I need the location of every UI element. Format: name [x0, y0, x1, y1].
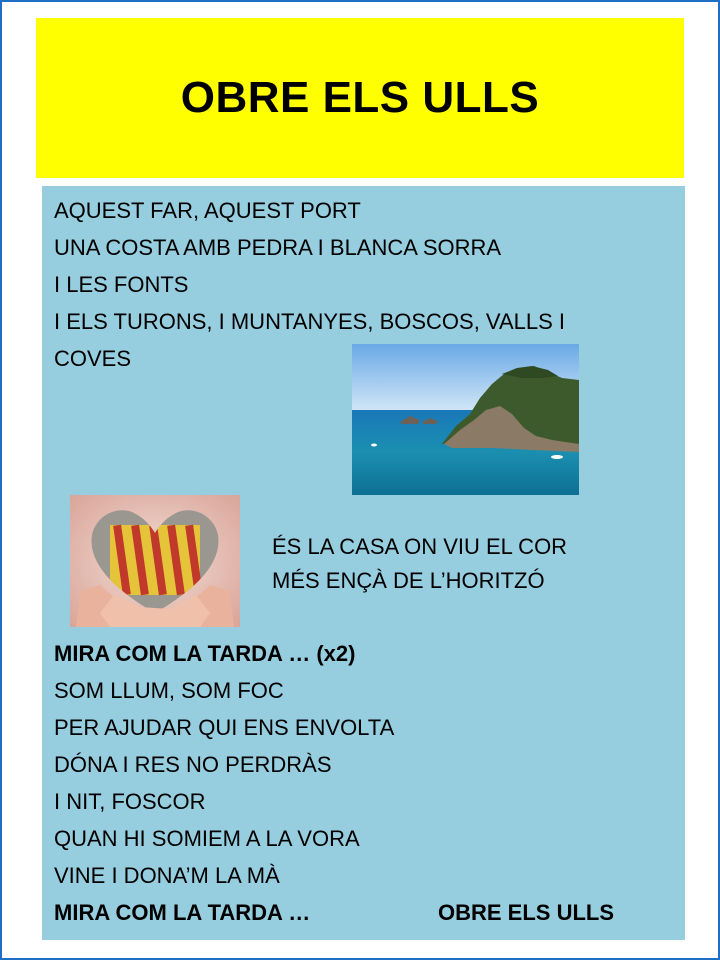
closing-title: OBRE ELS ULLS [438, 900, 615, 925]
lyric-line: ÉS LA CASA ON VIU EL COR [272, 534, 568, 559]
lyric-line: I ELS TURONS, I MUNTANYES, BOSCOS, VALLS I [54, 309, 566, 334]
lyric-line: SOM LLUM, SOM FOC [54, 678, 284, 703]
page-title: OBRE ELS ULLS [180, 73, 540, 122]
lyric-line: PER AJUDAR QUI ENS ENVOLTA [54, 715, 395, 740]
coastal-island-photo [352, 344, 579, 495]
lyric-line: AQUEST FAR, AQUEST PORT [54, 198, 361, 223]
title-banner [36, 18, 684, 178]
lyric-line: VINE I DONA’M LA MÀ [54, 863, 280, 888]
lyric-line: I NIT, FOSCOR [54, 789, 206, 814]
catalan-heart-stone-photo [70, 495, 240, 627]
lyric-line: COVES [54, 346, 132, 371]
chorus-intro: MIRA COM LA TARDA … (x2) [54, 641, 356, 666]
lyrics-panel [42, 186, 685, 940]
closing-chorus: MIRA COM LA TARDA … [54, 900, 311, 925]
lyric-line: I LES FONTS [54, 272, 189, 297]
lyric-line: UNA COSTA AMB PEDRA I BLANCA SORRA [54, 235, 502, 260]
lyric-line: QUAN HI SOMIEM A LA VORA [54, 826, 360, 851]
lyric-line: MÉS ENÇÀ DE L’HORITZÓ [272, 568, 545, 593]
lyric-line: DÓNA I RES NO PERDRÀS [54, 752, 332, 777]
